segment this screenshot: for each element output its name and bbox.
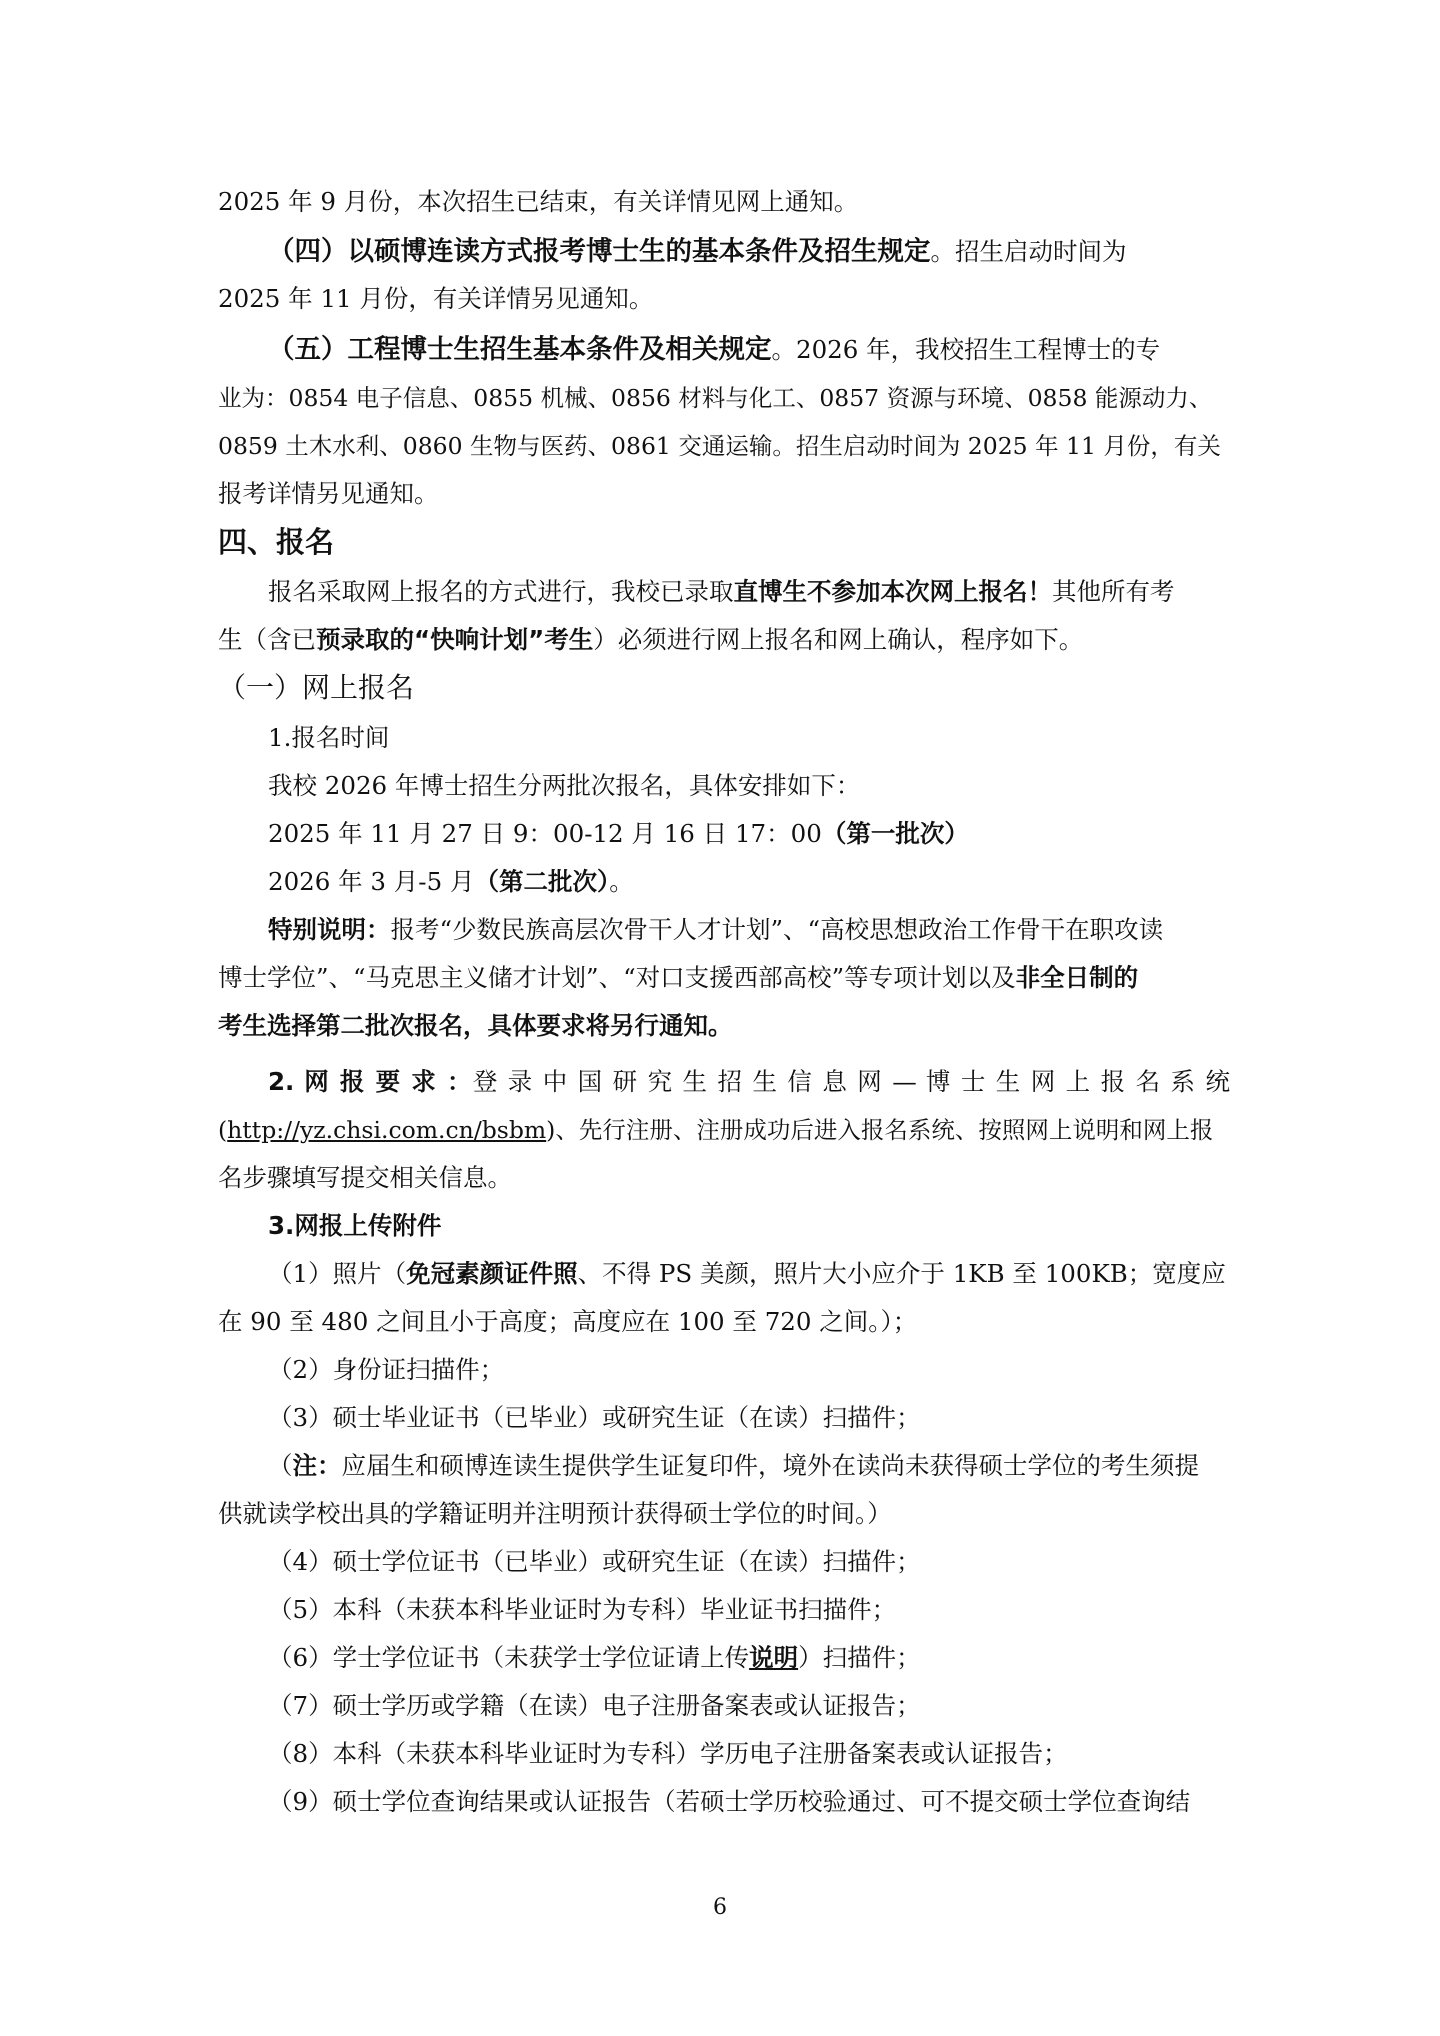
text-run: 其他所有考 <box>1052 577 1175 606</box>
paragraph-line <box>218 1064 1230 1100</box>
bold-run: 免冠素颜证件照 <box>406 1259 578 1288</box>
special-note-line <box>218 912 1230 948</box>
text-run: （6）学士学位证书（未获学士学位证请上传 <box>268 1643 750 1672</box>
subheading-four: （四）以硕博连读方式报考博士生的基本条件及招生规定 <box>268 236 931 267</box>
text-run: （ <box>268 1451 293 1480</box>
text-run: 0859 土木水利、0860 生物与医药、0861 交通运输。招生启动时间为 2025 年 11 月份，有关 <box>218 432 1221 460</box>
bold-run: 特别说明： <box>268 915 391 944</box>
attachment-item <box>218 1640 1230 1676</box>
text-run: （1）照片（ <box>268 1259 407 1288</box>
text-run: ）扫描件； <box>798 1643 921 1672</box>
paragraph-line <box>218 622 1230 658</box>
text-run: 博士学位”、“马克思主义储才计划”、“对口支援西部高校”等专项计划以及 <box>218 963 1016 992</box>
bold-run: 非全日制的 <box>1015 963 1139 992</box>
bold-run: （第一批次） <box>821 819 969 848</box>
text-run: 2025 年 11 月 27 日 9：00-12 月 16 日 17：00 <box>268 819 822 848</box>
text-run: ( <box>218 1116 228 1144</box>
heading-five-line <box>218 332 1230 368</box>
subsection-heading-online-registration: （一）网上报名 <box>218 671 415 704</box>
text-run: 2026 年 3 月-5 月 <box>268 867 475 896</box>
paragraph-line <box>218 1112 1230 1148</box>
schedule-line-second-batch <box>218 864 1230 900</box>
bold-run: 2. 网 报 要 求 ： <box>268 1067 473 1096</box>
attachment-item: （4）硕士学位证书（已毕业）或研究生证（在读）扫描件； <box>268 1547 921 1576</box>
text-run: 报考“少数民族高层次骨干人才计划”、“高校思想政治工作骨干在职攻读 <box>390 915 1164 944</box>
text-run: 2025 年 9 月份，本次招生已结束，有关详情见网上通知。 <box>218 187 859 216</box>
text-run: 、不得 PS 美颜，照片大小应介于 1KB 至 100KB；宽度应 <box>577 1259 1226 1288</box>
section-heading-registration: 四、报名 <box>218 525 335 559</box>
text-run: 报考详情另见通知。 <box>218 479 439 508</box>
paragraph-line <box>218 380 1230 416</box>
text-run: 业为：0854 电子信息、0855 机械、0856 材料与化工、0857 资源与环境、0858 能源动力、 <box>218 384 1213 412</box>
explanation-link[interactable]: 说明 <box>749 1643 799 1672</box>
paragraph-line <box>218 184 1230 220</box>
paragraph-line: 名步骤填写提交相关信息。 <box>218 1163 512 1192</box>
attachment-item: （5）本科（未获本科毕业证时为专科）毕业证书扫描件； <box>268 1595 897 1624</box>
text-run: 。招生启动时间为 <box>930 237 1127 266</box>
attachment-item: （9）硕士学位查询结果或认证报告（若硕士学历校验通过、可不提交硕士学位查询结 <box>268 1787 1191 1816</box>
paragraph-line <box>218 476 1230 512</box>
paragraph-line: 我校 2026 年博士招生分两批次报名，具体安排如下： <box>268 771 861 800</box>
text-run: )、先行注册、注册成功后进入报名系统、按照网上说明和网上报 <box>546 1116 1214 1144</box>
attachment-item: （3）硕士毕业证书（已毕业）或研究生证（在读）扫描件； <box>268 1403 921 1432</box>
heading-four-line <box>218 234 1230 270</box>
paragraph-line: 在 90 至 480 之间且小于高度；高度应在 100 至 720 之间。）； <box>218 1307 918 1336</box>
text-run: 报名采取网上报名的方式进行，我校已录取 <box>268 577 734 606</box>
attachment-item: （8）本科（未获本科毕业证时为专科）学历电子注册备案表或认证报告； <box>268 1739 1068 1768</box>
paragraph-line: 考生选择第二批次报名，具体要求将另行通知。 <box>218 1011 733 1040</box>
paragraph-line <box>218 428 1230 464</box>
attachment-item: （2）身份证扫描件； <box>268 1355 505 1384</box>
paragraph-line <box>218 960 1230 996</box>
item-heading: 3.网报上传附件 <box>268 1211 442 1240</box>
bold-run: （第二批次） <box>474 867 610 896</box>
attachment-item: （7）硕士学历或学籍（在读）电子注册备案表或认证报告； <box>268 1691 921 1720</box>
attachment-item <box>218 1256 1230 1292</box>
text-run: 。2026 年，我校招生工程博士的专 <box>771 335 1161 364</box>
paragraph-line <box>218 281 1230 317</box>
text-run: 登 录 中 国 研 究 生 招 生 信 息 网 — 博 士 生 网 上 报 名 系 统 <box>472 1067 1230 1096</box>
text-run: 应届生和硕博连读生提供学生证复印件，境外在读尚未获得硕士学位的考生须提 <box>341 1451 1199 1480</box>
registration-link[interactable]: http://yz.chsi.com.cn/bsbm <box>227 1116 547 1144</box>
text-run: 生（含已 <box>218 625 316 654</box>
item-heading: 1.报名时间 <box>268 723 390 752</box>
bold-run: 直博生不参加本次网上报名！ <box>733 577 1052 606</box>
subheading-five: （五）工程博士生招生基本条件及相关规定 <box>268 334 772 365</box>
page-number: 6 <box>713 1895 727 1920</box>
bold-run: 注： <box>292 1451 342 1480</box>
text-run: 2025 年 11 月份，有关详情另见通知。 <box>218 284 654 313</box>
note-line <box>218 1448 1230 1484</box>
schedule-line-first-batch <box>218 816 1230 852</box>
bold-run: 预录取的“快响计划”考生 <box>316 625 594 654</box>
paragraph-line <box>218 574 1230 610</box>
text-run: 。 <box>609 867 634 896</box>
text-run: ）必须进行网上报名和网上确认，程序如下。 <box>593 625 1084 654</box>
paragraph-line: 供就读学校出具的学籍证明并注明预计获得硕士学位的时间。） <box>218 1499 892 1528</box>
